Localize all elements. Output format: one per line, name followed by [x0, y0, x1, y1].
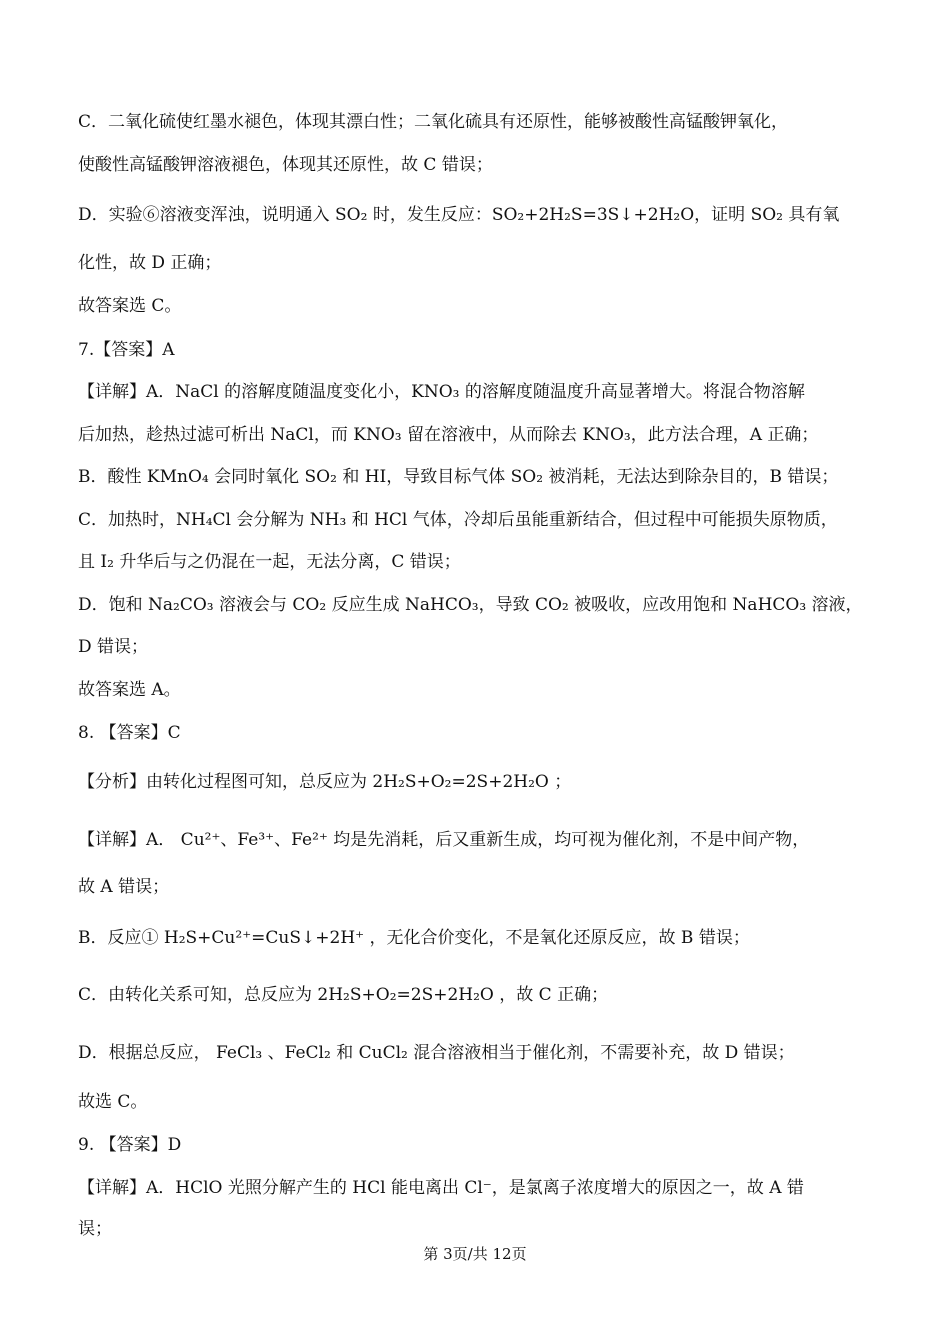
text-line: 化性，故 D 正确； — [78, 253, 222, 273]
text-line: D．饱和 Na₂CO₃ 溶液会与 CO₂ 反应生成 NaHCO₃，导致 CO₂ 被吸收，应改用饱和 NaHCO₃ 溶液， — [78, 595, 863, 615]
text-line: 且 I₂ 升华后与之仍混在一起，无法分离，C 错误； — [78, 552, 461, 572]
text-line: C．由转化关系可知，总反应为 2H₂S+O₂=2S+2H₂O ，故 C 正确； — [78, 985, 609, 1005]
answer-heading: 9. 【答案】D — [78, 1135, 182, 1155]
text-line: 故选 C。 — [78, 1092, 148, 1112]
text-line: 故 A 错误； — [78, 877, 170, 897]
answer-heading: 7.【答案】A — [78, 340, 175, 360]
text-line: B．酸性 KMnO₄ 会同时氧化 SO₂ 和 HI，导致目标气体 SO₂ 被消耗，无法达到除杂目的，B 错误； — [78, 467, 839, 487]
answer-heading: 8. 【答案】C — [78, 723, 181, 743]
text-line: 【分析】由转化过程图可知，总反应为 2H₂S+O₂=2S+2H₂O ； — [78, 772, 572, 792]
text-line: 【详解】A．NaCl 的溶解度随温度变化小，KNO₃ 的溶解度随温度升高显著增大。将混合物溶解 — [78, 382, 805, 402]
text-line: D．根据总反应， FeCl₃ 、FeCl₂ 和 CuCl₂ 混合溶液相当于催化剂，不需要补充，故 D 错误； — [78, 1043, 795, 1063]
text-line: 使酸性高锰酸钾溶液褪色，体现其还原性，故 C 错误； — [78, 155, 493, 175]
page-footer: 第 3页/共 12页 — [423, 1245, 527, 1263]
text-line: 故答案选 A。 — [78, 680, 181, 700]
text-line: 误； — [78, 1219, 112, 1239]
text-line: D 错误； — [78, 637, 149, 657]
text-line: 【详解】A． Cu²⁺、Fe³⁺、Fe²⁺ 均是先消耗，后又重新生成，均可视为催化剂，不是中间产物， — [78, 830, 810, 850]
text-line: C．二氧化硫使红墨水褪色，体现其漂白性；二氧化硫具有还原性，能够被酸性高锰酸钾氧化， — [78, 112, 789, 132]
text-line: 【详解】A．HClO 光照分解产生的 HCl 能电离出 Cl⁻，是氯离子浓度增大的原因之一，故 A 错 — [78, 1178, 804, 1198]
text-line: C．加热时，NH₄Cl 会分解为 NH₃ 和 HCl 气体，冷却后虽能重新结合，但过程中可能损失原物质， — [78, 510, 838, 530]
text-line: 故答案选 C。 — [78, 296, 182, 316]
text-line: 后加热，趁热过滤可析出 NaCl，而 KNO₃ 留在溶液中，从而除去 KNO₃，此方法合理，A 正确； — [78, 425, 819, 445]
text-line: B．反应① H₂S+Cu²⁺=CuS↓+2H⁺ ，无化合价变化，不是氧化还原反应，故 B 错误； — [78, 928, 750, 948]
text-line: D．实验⑥溶液变浑浊，说明通入 SO₂ 时，发生反应：SO₂+2H₂S=3S↓+2H₂O，证明 SO₂ 具有氧 — [78, 205, 840, 225]
